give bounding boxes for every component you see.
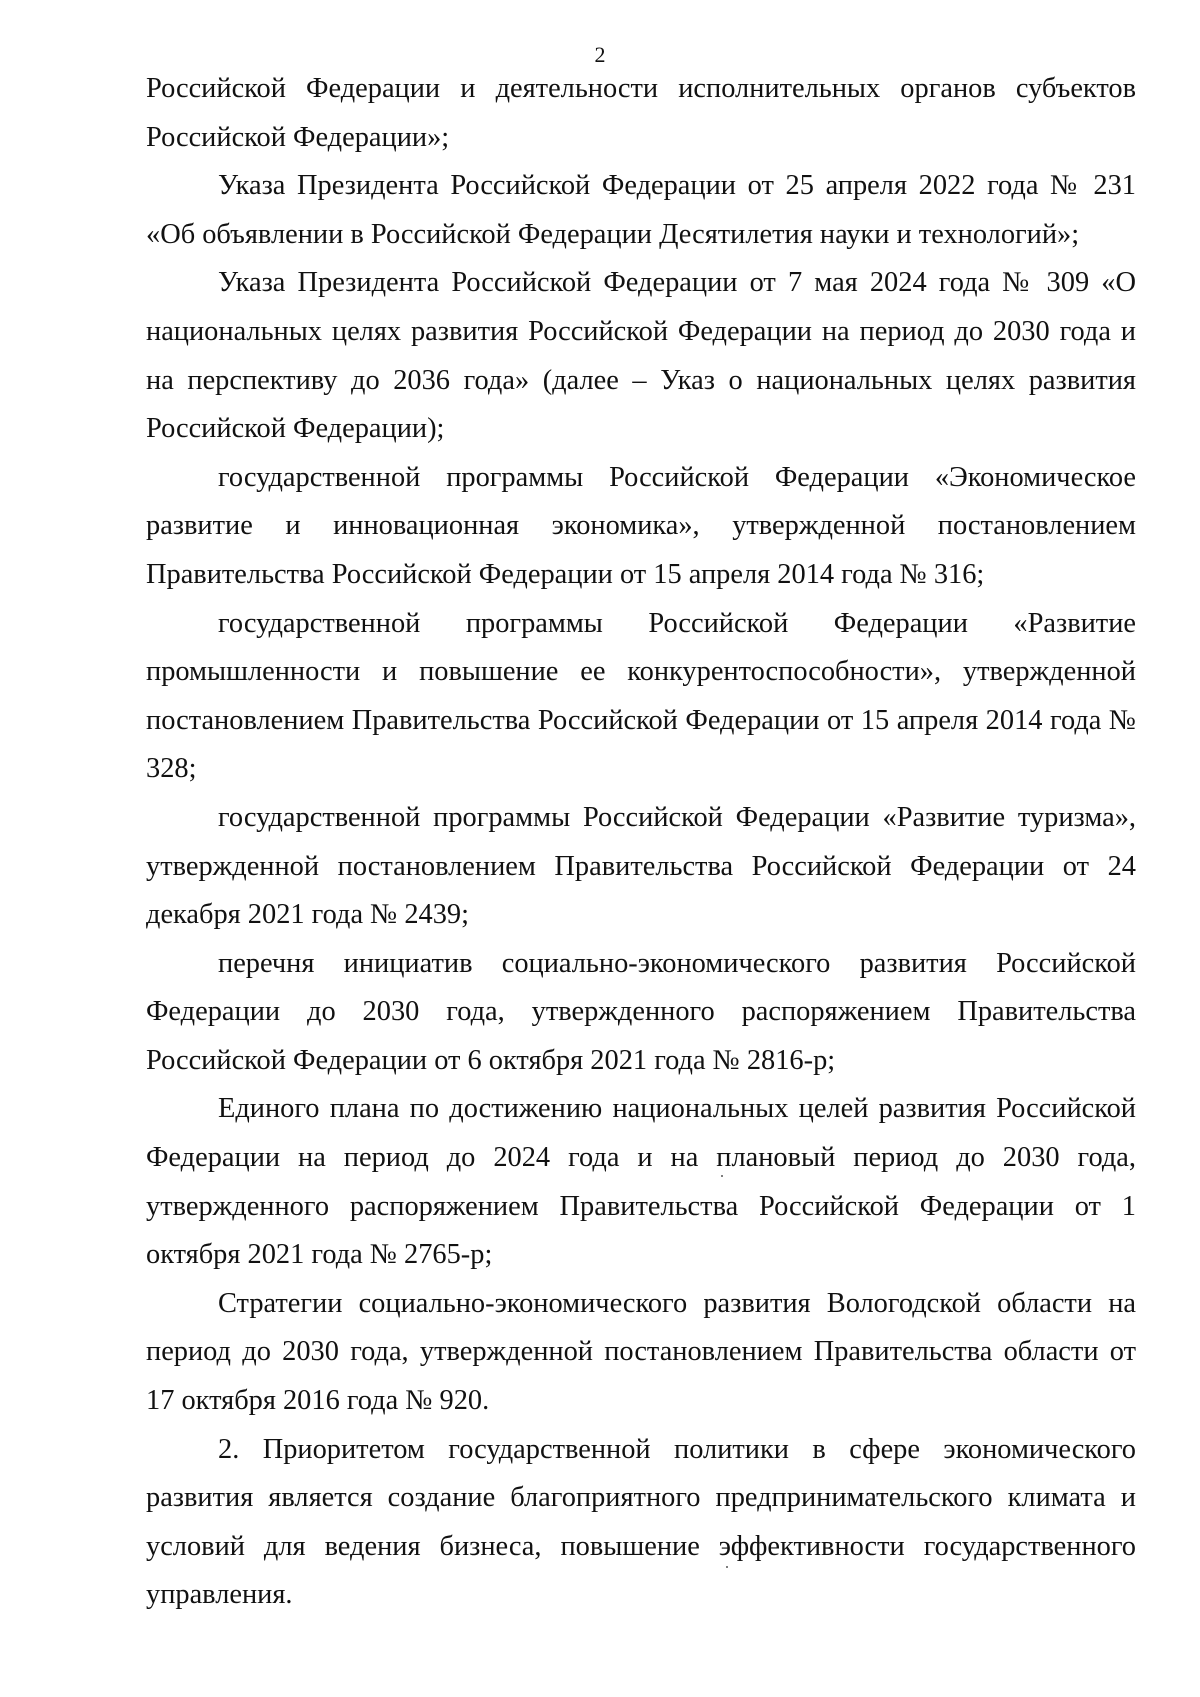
paragraph-program-industry: государственной программы Российской Федерации «Развитие промышленности и повышение ее конкурентоспособности», утвержденной постановлением Правительства Российской Федерации от 15 апреля 2014 года № 328; [146,607,1136,785]
scan-speck [726,1566,728,1568]
paragraph-program-economic-development: государственной программы Российской Федерации «Экономическое развитие и инновационная экономика», утвержденной постановлением Правительства Российской Федерации от 15 апреля 2014 года № 316; [146,461,1136,590]
paragraph-decree-309: Указа Президента Российской Федерации от 7 мая 2024 года № 309 «О национальных целях развития Российской Федерации на период до 2030 года и на перспективу до 2036 года» (далее – Указ о национальных целях развития Российской Федерации); [146,267,1136,445]
paragraph-program-tourism: государственной программы Российской Федерации «Развитие туризма», утвержденной постановлением Правительства Российской Федерации от 24 декабря 2021 года № 2439; [146,801,1136,931]
scan-speck [721,1175,723,1177]
paragraph-decree-231: Указа Президента Российской Федерации от 25 апреля 2022 года № 231 «Об объявлении в Российской Федерации Десятилетия науки и технологий»; [146,170,1136,250]
page-number: 2 [594,42,606,67]
paragraph-continuation: Российской Федерации и деятельности исполнительных органов субъектов Российской Федерации»; [146,73,1136,153]
paragraph-unified-plan: Единого плана по достижению национальных целей развития Российской Федерации на период до 2024 года и на плановый период до 2030 года, утвержденного распоряжением Правительства Российской Федерации от 1 октября 2021 года № 2765-р; [146,1093,1136,1271]
paragraph-regional-strategy: Стратегии социально-экономического развития Вологодской области на период до 2030 года, утвержденной постановлением Правительства области от 17 октября 2016 года № 920. [146,1287,1136,1417]
document-body [146,65,1136,1620]
paragraph-policy-priority: 2. Приоритетом государственной политики в сфере экономического развития является создание благоприятного предпринимательского климата и условий для ведения бизнеса, повышение эффективности государственного управления. [146,1433,1136,1611]
paragraph-initiatives-list: перечня инициатив социально-экономического развития Российской Федерации до 2030 года, утвержденного распоряжением Правительства Российской Федерации от 6 октября 2021 года № 2816-р; [146,947,1136,1076]
